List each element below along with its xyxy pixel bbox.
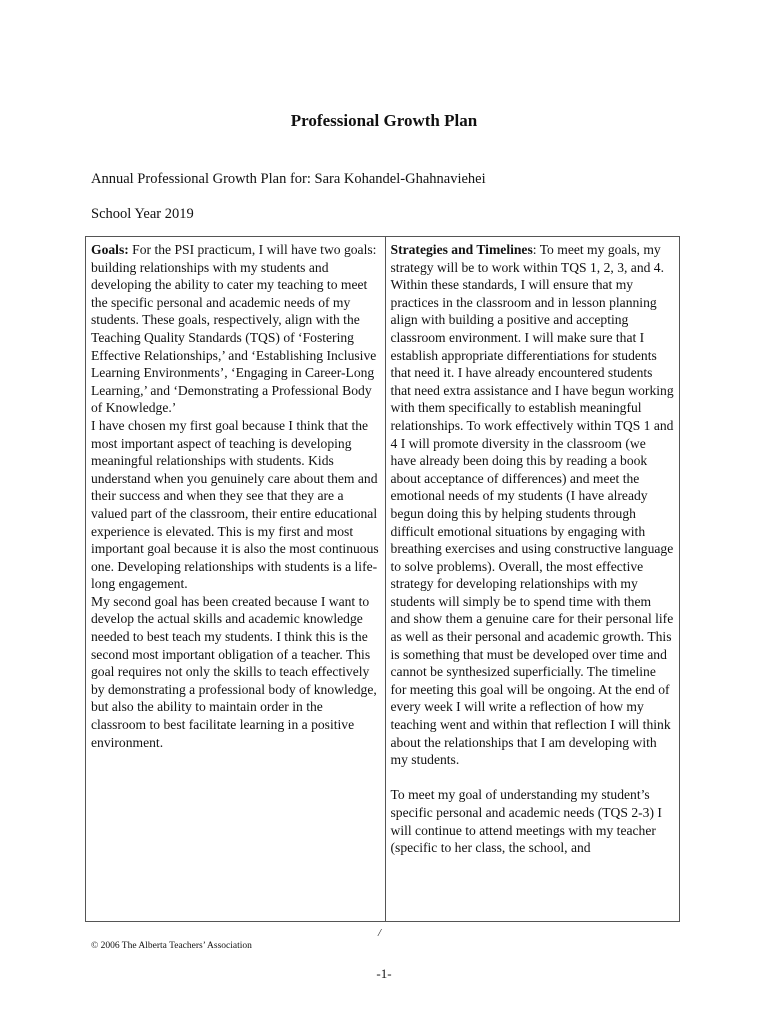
strategies-text-1: : To meet my goals, my strategy will be to work within TQS 1, 2, 3, and 4. Within these standards, I will ensure that my practices in the classroom and in lesson planning align with building a positive and accepting classroom environment. I will make sure that I establish appropriate differentiations for students that need it. I have already encountered students that need extra assistance and I have begun working with them specifically to establish meaningful relationships. To work effectively within TQS 1 and 4 I will promote diversity in the classroom (we have already been doing this by reading a book about acceptance of differences) and meet the emotional needs of my students (I have already begun doing this by helping students through difficult emotional situations by engaging with breathing exercises and using constructive language to solve problems). Overall, the most effective strategy for developing relationships with my students will simply be to spend time with them and show them a genuine care for their personal life as well as their personal and academic growth. This is something that must be developed over time and cannot be synthesized superficially. The timeline for meeting this goal will be ongoing. At the end of every week I will write a reflection of how my teaching went and within that reflection I will think about the relationships that I am developing with my students.: [390, 242, 674, 768]
goals-cell: [86, 237, 386, 922]
growth-plan-table: [85, 236, 680, 922]
goals-heading: Goals:: [91, 242, 129, 257]
page-number: -1-: [376, 966, 392, 981]
goals-paragraph-3: My second goal has been created because I want to develop the actual skills and academic knowledge needed to best teach my students. I think this is the second most important obligation of a teacher. This goal requires not only the skills to teach effectively by demonstrating a professional body of knowledge, but also the ability to maintain order in the classroom to best facilitate learning in a positive environment.: [91, 593, 377, 750]
page-title: Professional Growth Plan: [290, 111, 478, 130]
goals-paragraph-1: [91, 241, 380, 417]
footer-slash: /: [378, 927, 382, 939]
table-row: [86, 237, 680, 922]
school-year-line: School Year 2019: [91, 206, 194, 222]
strategies-cell: [385, 237, 679, 922]
goals-text-1: For the PSI practicum, I will have two goals: building relationships with my students and developing the ability to cater my teaching to meet the specific personal and academic needs of my students. These goals, respectively, align with the Teaching Quality Standards (TQS) of ‘Fostering Effective Relationships,’ and ‘Establishing Inclusive Learning Environments’, ‘Engaging in Career-Long Learning,’ and ‘Demonstrating a Professional Body of Knowledge.’: [91, 242, 377, 416]
goals-paragraph-2: I have chosen my first goal because I think that the most important aspect of teaching is developing meaningful relationships with students. Kids understand when you genuinely care about them and their success and when they see that they are a valued part of the classroom, their entire educational experience is elevated. This is my first and most important goal because it is also the most continuous one. Developing relationships with students is a life-long engagement.: [91, 417, 379, 592]
copyright-notice: © 2006 The Alberta Teachers’ Association: [91, 941, 252, 951]
paragraph-spacer: [391, 769, 674, 787]
strategies-paragraph-1: [391, 241, 674, 769]
strategies-heading: Strategies and Timelines: [390, 242, 533, 257]
annual-plan-line: Annual Professional Growth Plan for: Sara Kohandel-Ghahnaviehei: [91, 171, 486, 187]
strategies-paragraph-2: To meet my goal of understanding my student’s specific personal and academic needs (TQS 2-3) I will continue to attend meetings with my teacher (specific to her class, the school, and: [390, 787, 662, 856]
